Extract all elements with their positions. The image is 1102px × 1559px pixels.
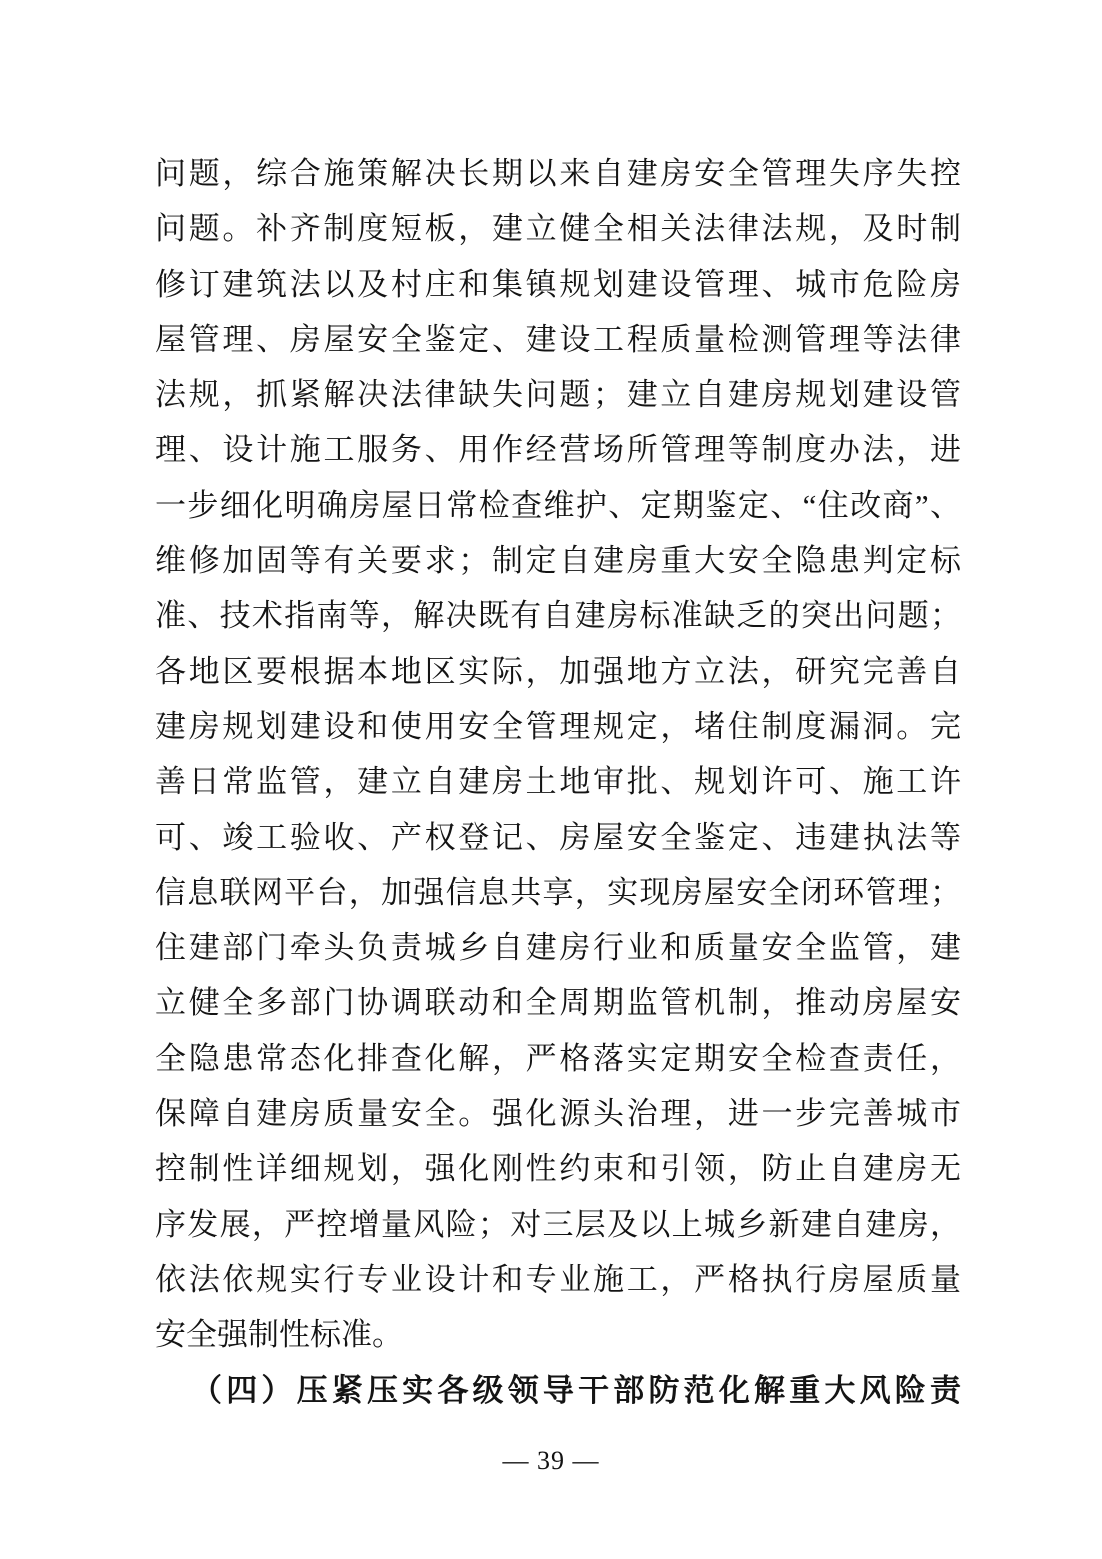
text-line: 维修加固等有关要求；制定自建房重大安全隐患判定标: [155, 543, 961, 579]
text-line: 保障自建房质量安全。强化源头治理，进一步完善城市: [155, 1096, 961, 1132]
text-line: 屋管理、房屋安全鉴定、建设工程质量检测管理等法律: [155, 321, 961, 357]
text-line: 可、竣工验收、产权登记、房屋安全鉴定、违建执法等: [155, 819, 961, 855]
text-line: 住建部门牵头负责城乡自建房行业和质量安全监管，建: [155, 930, 961, 966]
text-line: 各地区要根据本地区实际，加强地方立法，研究完善自: [155, 653, 961, 689]
text-line: 序发展，严控增量风险；对三层及以上城乡新建自建房，: [155, 1206, 961, 1242]
text-line: 全隐患常态化排查化解，严格落实定期安全检查责任，: [155, 1040, 961, 1076]
section-heading: （四）压紧压实各级领导干部防范化解重大风险责: [191, 1372, 961, 1408]
text-line: 建房规划建设和使用安全管理规定，堵住制度漏洞。完: [155, 708, 961, 744]
text-line: 立健全多部门协调联动和全周期监管机制，推动房屋安: [155, 985, 961, 1021]
text-line: 安全强制性标准。: [155, 1317, 403, 1353]
body-text: [155, 146, 961, 1418]
text-line: 修订建筑法以及村庄和集镇规划建设管理、城市危险房: [155, 266, 961, 302]
text-line: 法规，抓紧解决法律缺失问题；建立自建房规划建设管: [155, 377, 961, 413]
text-line: 理、设计施工服务、用作经营场所管理等制度办法，进: [155, 432, 961, 468]
text-line: 控制性详细规划，强化刚性约束和引领，防止自建房无: [155, 1151, 961, 1187]
text-line: 信息联网平台，加强信息共享，实现房屋安全闭环管理；: [155, 874, 961, 910]
page-number: — 39 —: [502, 1446, 600, 1475]
text-line: 问题，综合施策解决长期以来自建房安全管理失序失控: [155, 156, 961, 191]
text-line: 善日常监管，建立自建房土地审批、规划许可、施工许: [155, 764, 961, 800]
text-line: 问题。补齐制度短板，建立健全相关法律法规，及时制: [155, 211, 961, 247]
text-line: 准、技术指南等，解决既有自建房标准缺乏的突出问题；: [155, 598, 961, 634]
page-footer: [0, 1446, 1102, 1476]
text-line: 依法依规实行专业设计和专业施工，严格执行房屋质量: [155, 1261, 961, 1297]
text-line: 一步细化明确房屋日常检查维护、定期鉴定、“住改商”、: [155, 487, 961, 523]
